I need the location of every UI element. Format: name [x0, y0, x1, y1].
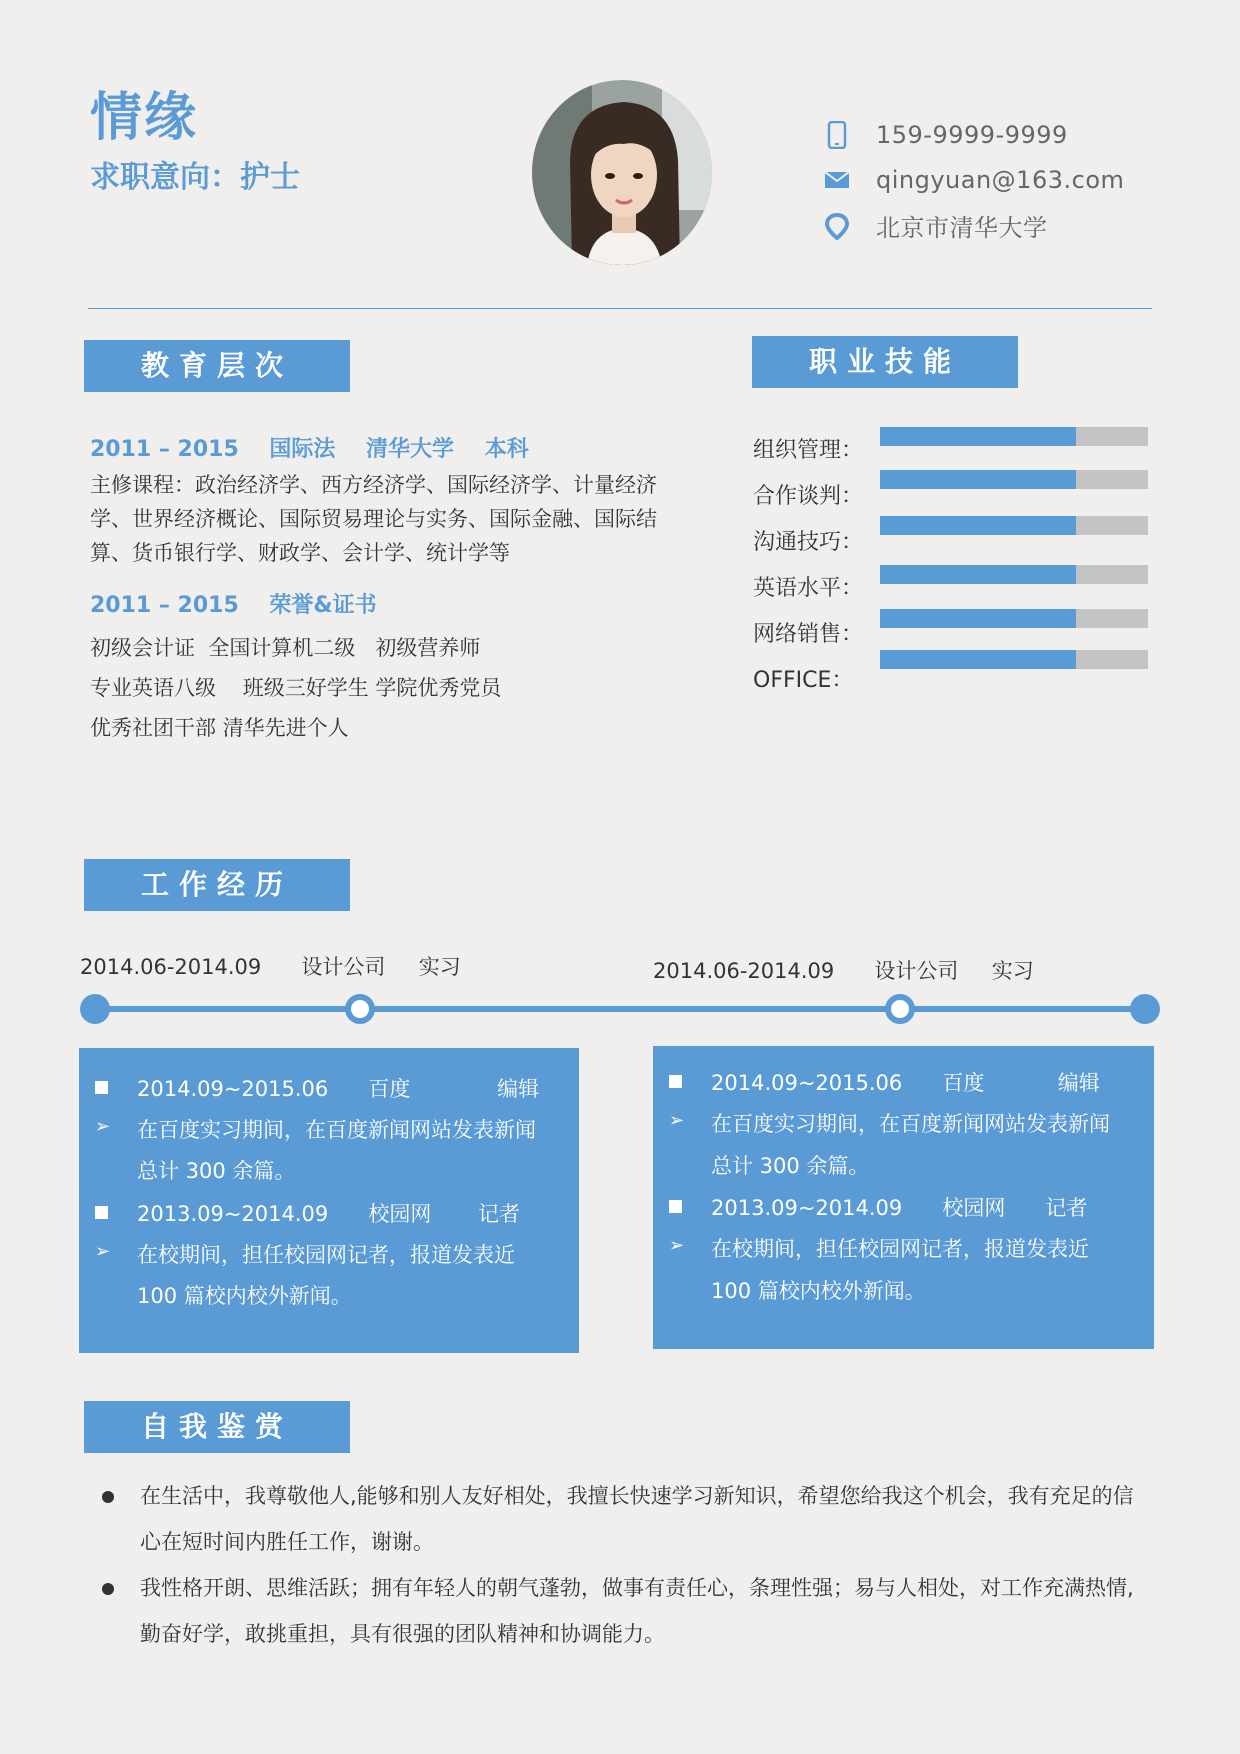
work-entry-desc: 在校期间，担任校园网记者，报道发表近: [137, 1243, 515, 1267]
education-entry-1-years: 2011 – 2015: [90, 437, 239, 462]
work-box-2: [653, 1046, 1154, 1349]
avatar: [532, 80, 712, 265]
honors-line: 优秀社团干部 清华先进个人: [90, 716, 349, 740]
education-entry-2: [90, 588, 377, 619]
skill-bar-fill: [880, 609, 1076, 628]
timeline-line: [94, 1006, 1144, 1012]
skill-bar-fill: [880, 516, 1076, 535]
contact-email: [820, 163, 1124, 197]
timeline-label-2: [653, 955, 1034, 985]
timeline-dot-start: [80, 994, 110, 1024]
skill-bar: [880, 609, 1148, 628]
candidate-name: 情缘: [90, 88, 199, 148]
arrow-bullet-icon: ➢: [669, 1235, 685, 1256]
arrow-bullet-icon: ➢: [95, 1241, 111, 1262]
education-heading: 教育层次: [84, 340, 350, 392]
skill-label: 合作谈判：: [753, 484, 864, 509]
contact-phone: [820, 118, 1068, 152]
square-bullet-icon: [669, 1197, 682, 1218]
bullet-icon: [102, 1491, 114, 1503]
education-entry-2-detail: 荣誉&证书: [269, 593, 377, 618]
timeline-dot: [345, 994, 375, 1024]
skill-bar: [880, 427, 1148, 446]
skill-label: 网络销售：: [753, 622, 864, 647]
skill-bar: [880, 650, 1148, 669]
work-entry-desc: 总计 300 余篇。: [137, 1159, 296, 1183]
education-entry-2-years: 2011 – 2015: [90, 593, 239, 618]
skill-bar: [880, 516, 1148, 535]
timeline-label-1: [80, 951, 461, 981]
skill-bar-fill: [880, 427, 1076, 446]
education-courses: 主修课程：政治经济学、西方经济学、国际经济学、计量经济学、世界经济概论、国际贸易理论与实务、国际金融、国际结算、货币银行学、财政学、会计学、统计学等: [90, 473, 657, 565]
timeline-role: 实习: [991, 959, 1034, 983]
self-eval-heading: 自我鉴赏: [84, 1401, 350, 1453]
work-entry-header: 2013.09~2014.09 校园网 记者: [711, 1196, 1088, 1220]
timeline-dot: [885, 994, 915, 1024]
self-eval-item: 在生活中，我尊敬他人,能够和别人友好相处，我擅长快速学习新知识，希望您给我这个机会，我有充足的信心在短时间内胜任工作，谢谢。: [140, 1484, 1134, 1554]
self-eval-item: 我性格开朗、思维活跃；拥有年轻人的朝气蓬勃，做事有责任心，条理性强；易与人相处，对工作充满热情,勤奋好学，敢挑重担，具有很强的团队精神和协调能力。: [140, 1576, 1134, 1646]
phone-number: 159-9999-9999: [876, 121, 1068, 149]
skill-bar-fill: [880, 565, 1076, 584]
email-address: qingyuan@163.com: [876, 166, 1125, 194]
education-entry-1: [90, 432, 529, 463]
phone-icon: [820, 118, 854, 152]
skill-label: 英语水平：: [753, 576, 864, 601]
skill-label: 组织管理：: [753, 438, 864, 463]
work-entry-desc: 在百度实习期间，在百度新闻网站发表新闻: [137, 1118, 536, 1142]
work-entry-desc: 100 篇校内校外新闻。: [137, 1284, 352, 1308]
job-intent: 求职意向：护士: [90, 160, 300, 195]
work-entry-header: 2014.09~2015.06 百度 编辑: [711, 1071, 1100, 1095]
work-box-1: [79, 1048, 579, 1353]
timeline-company: 设计公司: [301, 955, 386, 979]
skill-label: 沟通技巧：: [753, 530, 864, 555]
location-pin-icon: [820, 209, 854, 243]
address: 北京市清华大学: [876, 214, 1048, 242]
contact-address: [820, 208, 1048, 243]
skill-bar-fill: [880, 650, 1076, 669]
arrow-bullet-icon: ➢: [669, 1110, 685, 1131]
work-heading: 工作经历: [84, 859, 350, 911]
square-bullet-icon: [95, 1203, 108, 1224]
work-entry-desc: 在百度实习期间，在百度新闻网站发表新闻: [711, 1112, 1110, 1136]
header-divider: [88, 308, 1152, 309]
work-entry-desc: 100 篇校内校外新闻。: [711, 1279, 926, 1303]
skill-label: OFFICE：: [753, 668, 854, 693]
honors-list: [90, 628, 690, 748]
work-entry-desc: 在校期间，担任校园网记者，报道发表近: [711, 1237, 1089, 1261]
square-bullet-icon: [95, 1078, 108, 1099]
skill-bar-fill: [880, 470, 1076, 489]
timeline-dot-end: [1130, 994, 1160, 1024]
timeline-company: 设计公司: [874, 959, 959, 983]
work-entry-header: 2014.09~2015.06 百度 编辑: [137, 1077, 540, 1101]
timeline-period: 2014.06-2014.09: [653, 959, 835, 983]
mail-icon: [820, 163, 854, 197]
arrow-bullet-icon: ➢: [95, 1116, 111, 1137]
education-entry-1-detail: 国际法 清华大学 本科: [269, 437, 529, 462]
honors-line: 专业英语八级 班级三好学生 学院优秀党员: [90, 676, 502, 700]
skill-bar: [880, 565, 1148, 584]
honors-line: 初级会计证 全国计算机二级 初级营养师: [90, 636, 481, 660]
work-entry-header: 2013.09~2014.09 校园网 记者: [137, 1202, 521, 1226]
square-bullet-icon: [669, 1072, 682, 1093]
bullet-icon: [102, 1583, 114, 1595]
skills-heading: 职业技能: [752, 336, 1018, 388]
skill-bar: [880, 470, 1148, 489]
timeline-period: 2014.06-2014.09: [80, 955, 262, 979]
timeline-role: 实习: [418, 955, 461, 979]
work-entry-desc: 总计 300 余篇。: [711, 1154, 870, 1178]
